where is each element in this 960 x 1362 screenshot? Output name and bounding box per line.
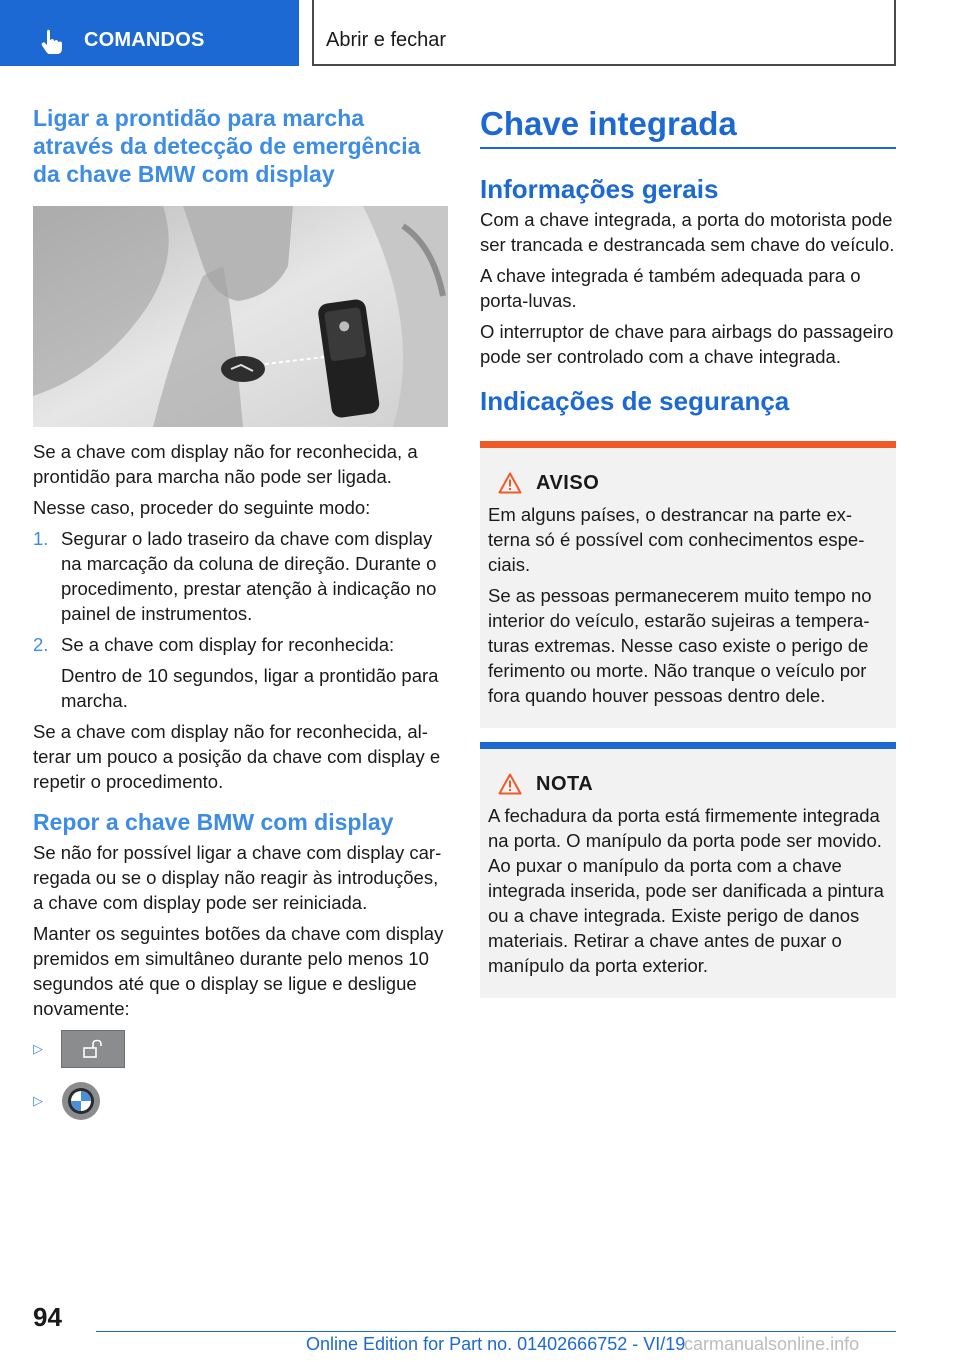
edition-text: Online Edition for Part no. 01402666752 - VI/19: [306, 1334, 686, 1354]
note-box: [480, 742, 896, 998]
list-item: [33, 632, 449, 657]
tab-label: Abrir e fechar: [326, 29, 447, 51]
warning-header: [488, 466, 888, 500]
bullet-unlock-button: [33, 1029, 449, 1069]
warning-text: Se as pessoas permanecerem muito tempo no interior do veículo, estarão sujeiras a temperaturas extremas. Nesse caso existe o perigo de ferimento ou morte. Não tranque o veículo por fora quando houver pessoas dentro dele.: [488, 585, 872, 706]
warning-triangle-icon: [498, 773, 522, 795]
steering-column-key-photo: [33, 206, 448, 427]
subheading-safety: Indicações de segurança: [480, 386, 790, 416]
step-text: Se a chave com display for reconhecida:: [61, 634, 395, 655]
paragraph: A chave integrada é também adequada para o porta-luvas.: [480, 265, 861, 311]
watermark: carmanualsonline.info: [684, 1334, 860, 1354]
step-text: Segurar o lado traseiro da chave com display na marcação da coluna de direção. Durante o procedimento, prestar atenção à indicação no painel de instrumentos.: [61, 528, 437, 624]
page-title: Chave integrada: [480, 105, 737, 142]
paragraph: Se a chave com display não for reconhecida, a prontidão para marcha não pode ser ligada.: [33, 441, 418, 487]
right-column: [480, 104, 896, 998]
bullet-marker: ▷: [33, 1093, 43, 1108]
paragraph: Se a chave com display não for reconhecida, alterar um pouco a posição da chave com display e repetir o procedimento.: [33, 721, 441, 792]
warning-title: AVISO: [536, 471, 600, 494]
section-heading-reset: Repor a chave BMW com display: [33, 809, 394, 835]
paragraph: Manter os seguintes botões da chave com display premidos em simultâneo durante pelo menos 10 segundos até que o display se ligue e desligue novamente:: [33, 923, 444, 1019]
bmw-logo-icon: [61, 1081, 101, 1121]
step-number: 1.: [33, 528, 49, 549]
subheading-general: Informações gerais: [480, 174, 719, 204]
steps-list: [33, 526, 449, 657]
note-text: A fechadura da porta está firmemente integrada na porta. O manípulo da porta pode ser movido. Ao puxar o manípulo da porta com a chave integrada inserida, pode ser danificada a pintura ou a chave integrada. Existe perigo de danos materiais. Retirar a chave antes de puxar o manípulo da porta exterior.: [488, 805, 884, 976]
section-heading-emergency: Ligar a prontidão para marcha através da detecção de emergência da chave BMW com display: [33, 105, 421, 187]
bullet-marker: ▷: [33, 1041, 43, 1056]
tab-abrir-e-fechar[interactable]: [312, 0, 896, 66]
footer-divider: [96, 1331, 896, 1332]
warning-text: Em alguns países, o destrancar na parte externa só é possível com conhecimentos especiais.: [488, 504, 865, 575]
page-header: [0, 0, 960, 66]
step-continuation: Dentro de 10 segundos, ligar a prontidão para marcha.: [61, 665, 439, 711]
title-divider: [480, 147, 896, 149]
list-item: [33, 526, 449, 626]
left-column: [33, 104, 449, 1121]
bullet-bmw-button: [33, 1081, 449, 1121]
unlock-icon: [82, 1039, 104, 1059]
paragraph: Com a chave integrada, a porta do motorista pode ser trancada e destrancada sem chave do veículo.: [480, 209, 895, 255]
tab-label: COMANDOS: [84, 29, 205, 51]
step-number: 2.: [33, 634, 49, 655]
unlock-button-graphic: [61, 1030, 125, 1068]
pointing-hand-icon: [38, 28, 64, 54]
warning-triangle-icon: [498, 472, 522, 494]
tab-comandos[interactable]: [0, 0, 299, 66]
note-header: [488, 767, 888, 801]
paragraph: Se não for possível ligar a chave com display carregada ou se o display não reagir às introduções, a chave com display pode ser reiniciada.: [33, 842, 442, 913]
paragraph: O interruptor de chave para airbags do passageiro pode ser controlado com a chave integrada.: [480, 321, 894, 367]
warning-box: [480, 441, 896, 728]
page-number: 94: [33, 1302, 62, 1332]
paragraph: Nesse caso, proceder do seguinte modo:: [33, 497, 371, 518]
note-title: NOTA: [536, 772, 594, 795]
